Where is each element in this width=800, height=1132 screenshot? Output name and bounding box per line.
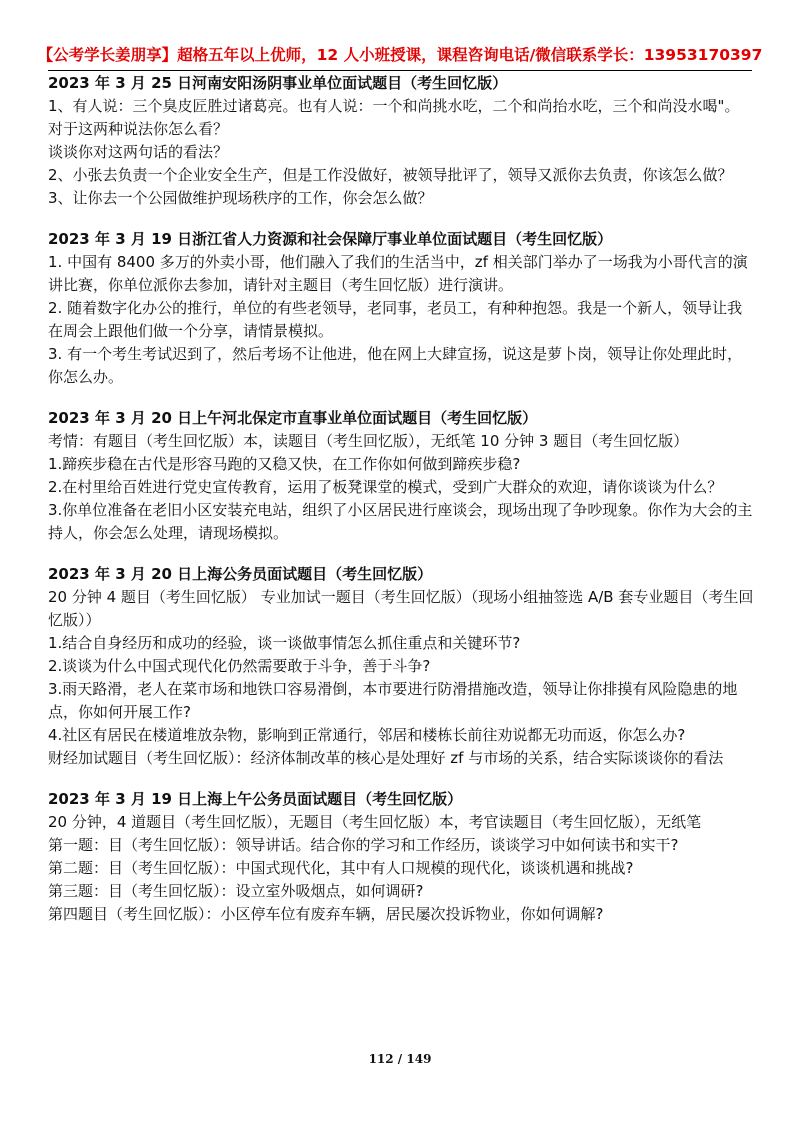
question-line: 20 分钟 4 题目（考生回忆版） 专业加试一题目（考生回忆版）（现场小组抽签选 A/B 套专业题目（考生回忆版）） — [48, 588, 754, 629]
section-title: 2023 年 3 月 25 日河南安阳汤阴事业单位面试题目（考生回忆版） — [48, 74, 508, 92]
question-line: 第一题：目（考生回忆版）：领导讲话。结合你的学习和工作经历，谈谈学习中如何读书和实干? — [48, 836, 679, 854]
section-title: 2023 年 3 月 20 日上海公务员面试题目（考生回忆版） — [48, 565, 433, 583]
question-line: 2、小张去负责一个企业安全生产，但是工作没做好，被领导批评了，领导又派你去负责，你该怎么做？ — [48, 166, 733, 184]
question-line: 1、有人说：三个臭皮匠胜过诸葛亮。也有人说：一个和尚挑水吃，二个和尚抬水吃，三个和尚没水喝"。对于这两种说法你怎么看？ — [48, 97, 740, 138]
question-line: 1. 中国有 8400 多万的外卖小哥，他们融入了我们的生活当中，zf 相关部门举办了一场我为小哥代言的演讲比赛，你单位派你去参加，请针对主题目（考生回忆版）进行演讲。 — [48, 253, 748, 294]
document-body — [48, 72, 754, 926]
question-line: 财经加试题目（考生回忆版）：经济体制改革的核心是处理好 zf 与市场的关系，结合实际谈谈你的看法 — [48, 749, 724, 767]
question-line: 2.在村里给百姓进行党史宣传教育，运用了板凳课堂的模式，受到广大群众的欢迎，请你谈谈为什么？ — [48, 478, 723, 496]
question-line: 第二题：目（考生回忆版）：中国式现代化，其中有人口规模的现代化，谈谈机遇和挑战? — [48, 859, 634, 877]
section-title: 2023 年 3 月 19 日浙江省人力资源和社会保障厅事业单位面试题目（考生回忆版） — [48, 230, 613, 248]
section-title: 2023 年 3 月 20 日上午河北保定市直事业单位面试题目（考生回忆版） — [48, 409, 538, 427]
question-line: 4.社区有居民在楼道堆放杂物，影响到正常通行，邻居和楼栋长前往劝说都无功而返，你怎么办? — [48, 726, 686, 744]
header-rule — [48, 70, 752, 71]
question-line: 20 分钟，4 道题目（考生回忆版），无题目（考生回忆版）本，考官读题目（考生回忆版），无纸笔 — [48, 813, 702, 831]
question-line: 考情：有题目（考生回忆版）本，读题目（考生回忆版），无纸笔 10 分钟 3 题目（考生回忆版） — [48, 432, 689, 450]
section-hebei — [48, 407, 754, 545]
question-line: 第三题：目（考生回忆版）：设立室外吸烟点，如何调研? — [48, 882, 424, 900]
page-number: 112 / 149 — [368, 1052, 432, 1066]
question-line: 谈谈你对这两句话的看法？ — [48, 143, 229, 161]
question-line: 3.你单位准备在老旧小区安装充电站，组织了小区居民进行座谈会，现场出现了争吵现象。你作为大会的主持人，你会怎么处理，请现场模拟。 — [48, 501, 753, 542]
section-shanghai-0320 — [48, 563, 754, 770]
header-banner: 【公考学长姜朋享】超格五年以上优师，12 人小班授课，课程咨询电话/微信联系学长：13953170397 — [37, 46, 763, 64]
question-line: 3.雨天路滑，老人在菜市场和地铁口容易滑倒，本市要进行防滑措施改造，领导让你排摸有风险隐患的地点，你如何开展工作? — [48, 680, 738, 721]
section-zhejiang — [48, 228, 754, 389]
question-line: 1.结合自身经历和成功的经验，谈一谈做事情怎么抓住重点和关键环节? — [48, 634, 521, 652]
section-title: 2023 年 3 月 19 日上海上午公务员面试题目（考生回忆版） — [48, 790, 463, 808]
section-shanghai-0319 — [48, 788, 754, 926]
section-henan — [48, 72, 754, 210]
question-line: 3. 有一个考生考试迟到了，然后考场不让他进，他在网上大肆宣扬，说这是萝卜岗，领导让你处理此时，你怎么办。 — [48, 345, 743, 386]
question-line: 2. 随着数字化办公的推行，单位的有些老领导，老同事，老员工，有种种抱怨。我是一个新人，领导让我在周会上跟他们做一个分享，请情景模拟。 — [48, 299, 743, 340]
question-line: 1.蹄疾步稳在古代是形容马跑的又稳又快，在工作你如何做到蹄疾步稳? — [48, 455, 521, 473]
question-line: 第四题目（考生回忆版）：小区停车位有废弃车辆，居民屡次投诉物业，你如何调解? — [48, 905, 604, 923]
question-line: 2.谈谈为什么中国式现代化仍然需要敢于斗争，善于斗争? — [48, 657, 431, 675]
question-line: 3、让你去一个公园做维护现场秩序的工作，你会怎么做？ — [48, 189, 433, 207]
